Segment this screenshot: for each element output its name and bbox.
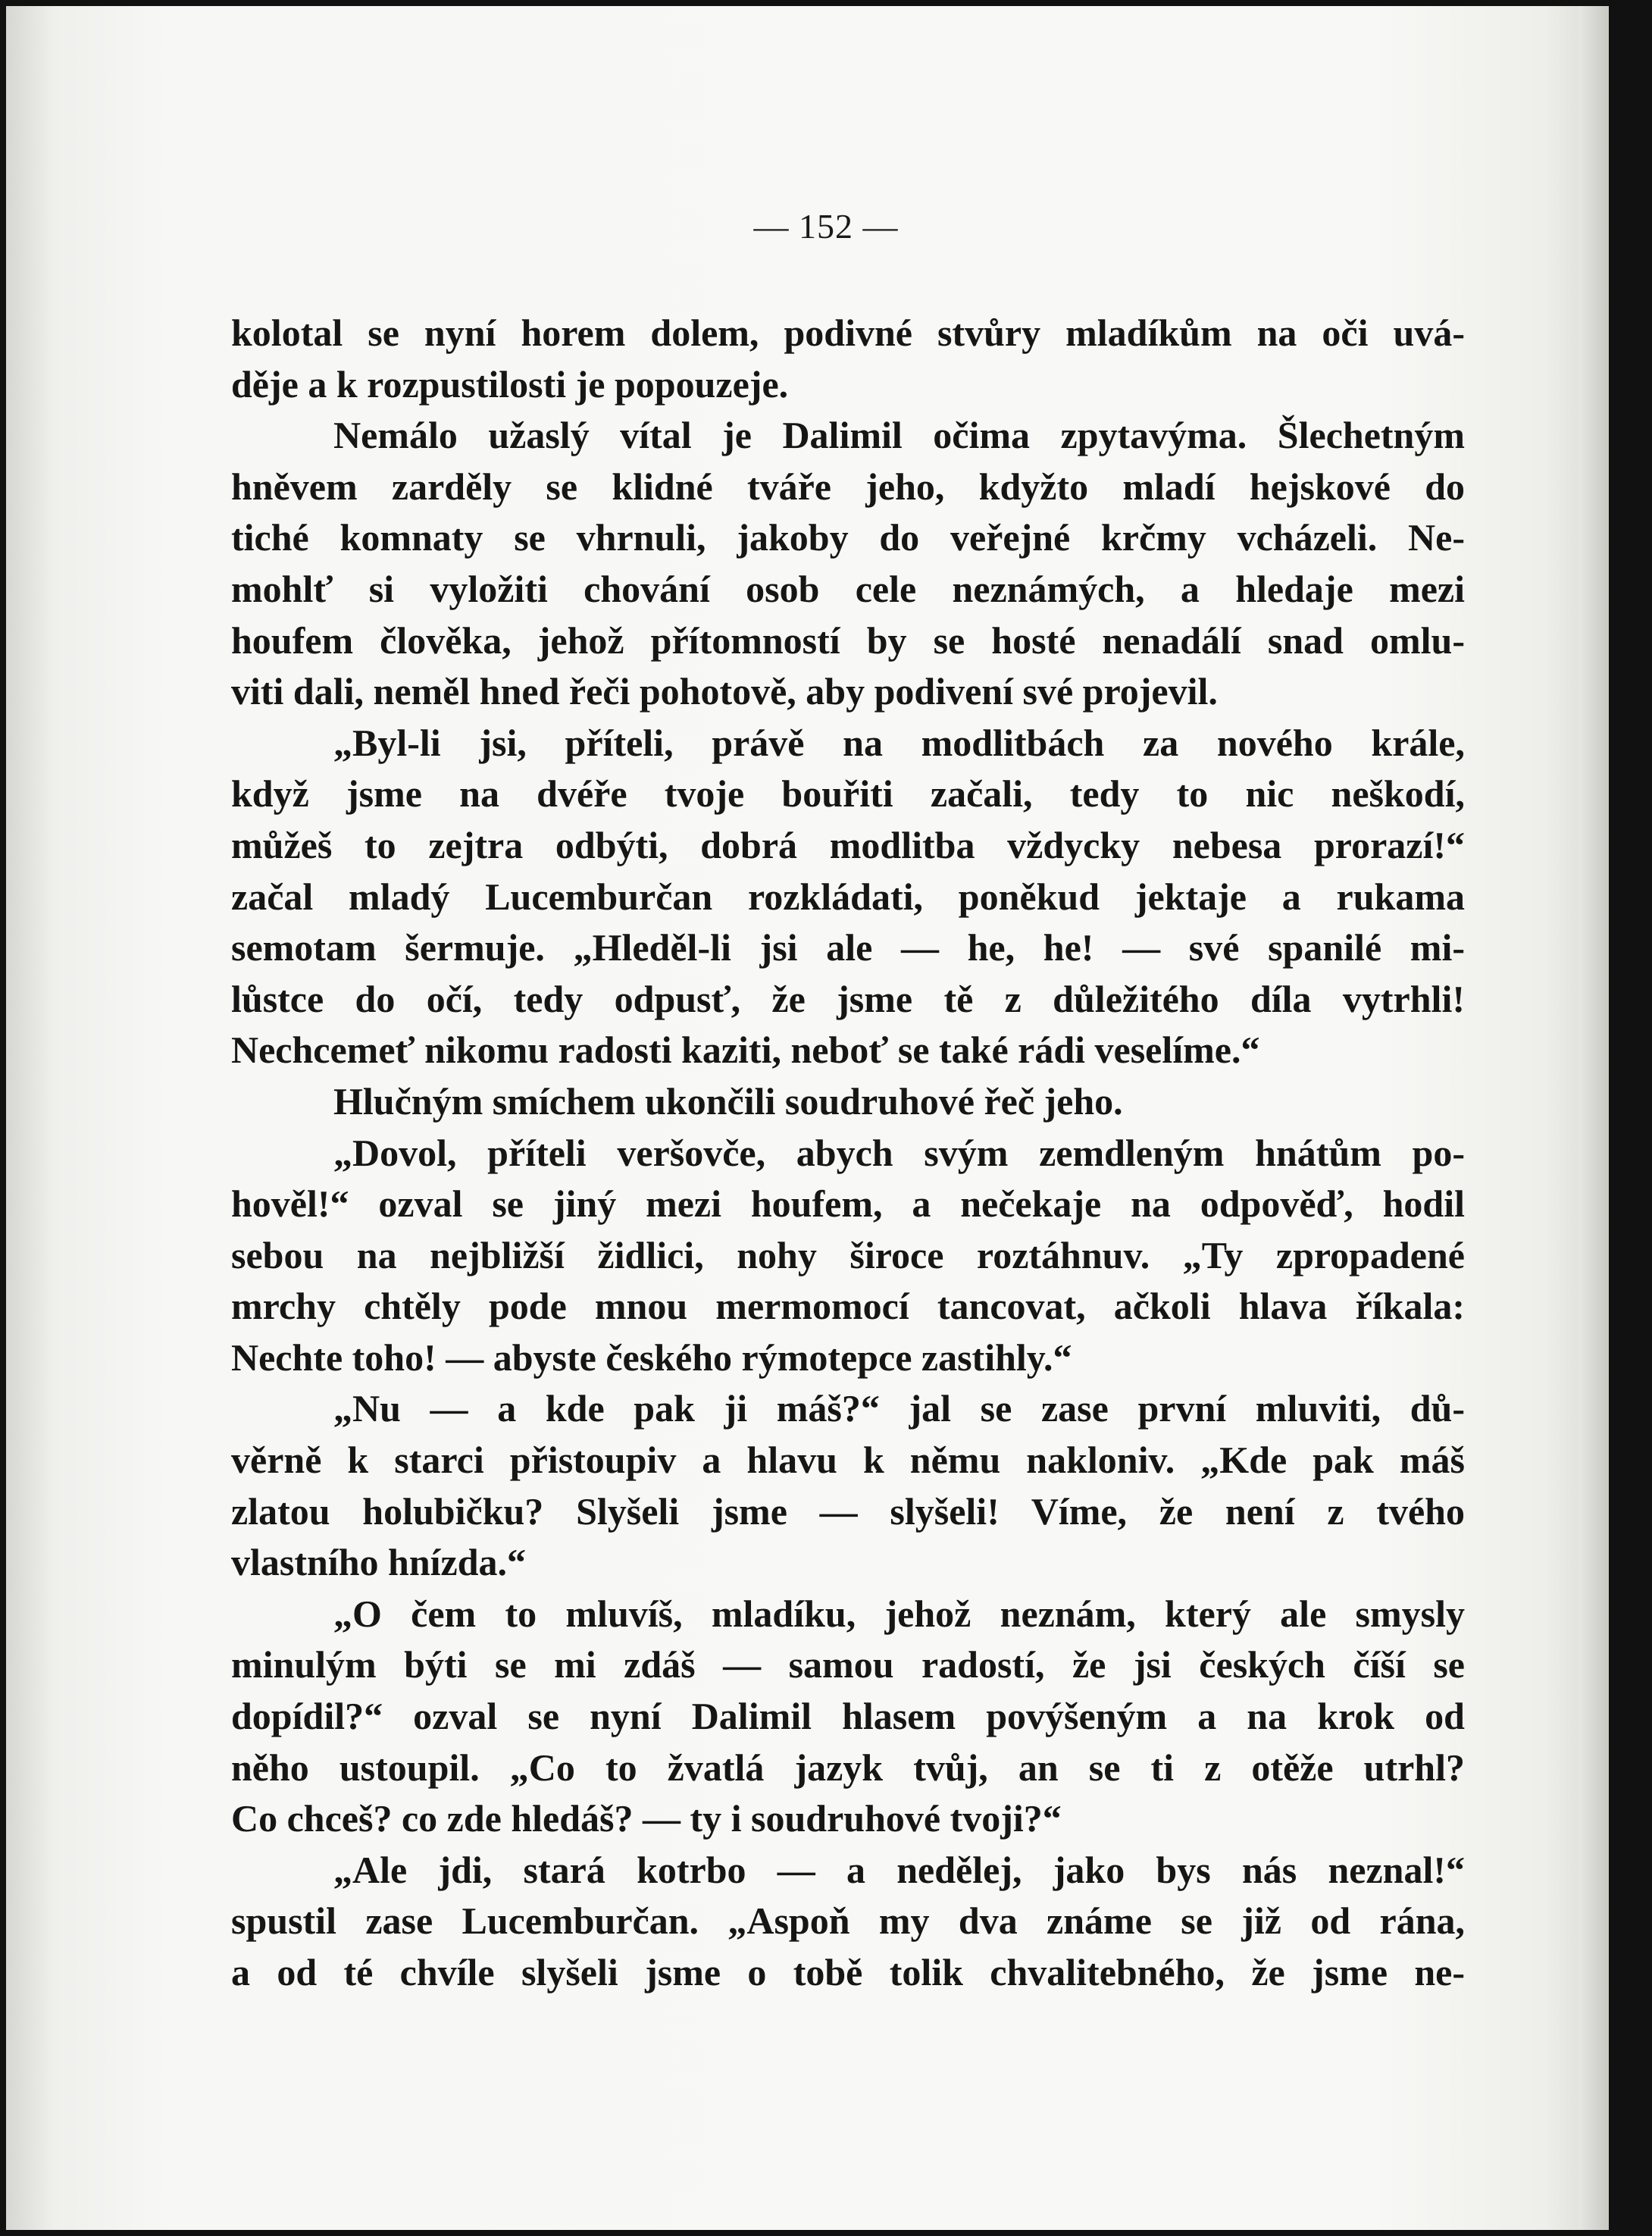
text-line: hověl!“ ozval se jiný mezi houfem, a nečekaje na odpověď, hodil <box>231 1182 1465 1226</box>
text-line: „O čem to mluvíš, mladíku, jehož neznám, který ale smysly <box>333 1592 1465 1635</box>
text-line: Co chceš? co zde hledáš? — ty i soudruhové tvoji?“ <box>231 1797 1062 1840</box>
text-line: věrně k starci přistoupiv a hlavu k němu nakloniv. „Kde pak máš <box>231 1439 1465 1482</box>
page-number: — 152 — <box>753 207 899 246</box>
text-line: „Byl-li jsi, příteli, právě na modlitbách za nového krále, <box>333 721 1465 764</box>
text-line: tiché komnaty se vhrnuli, jakoby do veřejné krčmy vcházeli. Ne- <box>231 516 1465 559</box>
text-line: lůstce do očí, tedy odpusť, že jsme tě z důležitého díla vytrhli! <box>231 977 1465 1020</box>
text-line: začal mladý Lucemburčan rozkládati, poněkud jektaje a rukama <box>231 875 1465 918</box>
text-line: „Dovol, příteli veršovče, abych svým zemdleným hnátům po- <box>333 1131 1465 1174</box>
text-line: Hlučným smíchem ukončili soudruhové řeč jeho. <box>333 1079 1123 1123</box>
text-line: zlatou holubičku? Slyšeli jsme — slyšeli! Víme, že není z tvého <box>231 1489 1465 1533</box>
text-line: „Nu — a kde pak ji máš?“ jal se zase první mluviti, dů- <box>333 1387 1465 1430</box>
text-line: něho ustoupil. „Co to žvatlá jazyk tvůj, an se ti z otěže utrhl? <box>231 1746 1465 1789</box>
text-line: kolotal se nyní horem dolem, podivné stvůry mladíkům na oči uvá- <box>231 312 1465 354</box>
text-line: když jsme na dvéře tvoje bouřiti začali, tedy to nic neškodí, <box>231 772 1465 816</box>
text-line: a od té chvíle slyšeli jsme o tobě tolik chvalitebného, že jsme ne- <box>231 1951 1465 1993</box>
text-line: spustil zase Lucemburčan. „Aspoň my dva známe se již od rána, <box>231 1899 1465 1943</box>
text-line: vlastního hnízda.“ <box>231 1541 527 1584</box>
text-line: semotam šermuje. „Hleděl-li jsi ale — he, he! — své spanilé mi- <box>231 926 1465 969</box>
text-line: mohlť si vyložiti chování osob cele neznámých, a hledaje mezi <box>231 567 1465 610</box>
text-line: Nechte toho! — abyste českého rýmotepce zastihly.“ <box>231 1336 1072 1379</box>
text-line: houfem člověka, jehož přítomností by se hosté nenadálí snad omlu- <box>231 619 1465 662</box>
text-line: Nechcemeť nikomu radosti kaziti, neboť se také rádi veselíme.“ <box>231 1029 1260 1072</box>
text-line: viti dali, neměl hned řeči pohotově, aby podivení své projevil. <box>231 670 1218 713</box>
text-line: minulým býti se mi zdáš — samou radostí, že jsi českých číší se <box>231 1643 1465 1686</box>
text-line: mrchy chtěly pode mnou mermomocí tancovat, ačkoli hlava říkala: <box>231 1285 1465 1328</box>
text-line: sebou na nejbližší židlici, nohy široce roztáhnuv. „Ty zpropadené <box>231 1233 1465 1276</box>
page-edge-shadow <box>1578 6 1609 2230</box>
text-line: Nemálo užaslý vítal je Dalimil očima zpytavýma. Šlechetným <box>333 414 1465 457</box>
text-line: „Ale jdi, stará kotrbo — a nedělej, jako bys nás neznal!“ <box>333 1848 1465 1891</box>
text-line: hněvem zarděly se klidné tváře jeho, kdyžto mladí hejskové do <box>231 465 1465 508</box>
text-line: dopídil?“ ozval se nyní Dalimil hlasem povýšeným a na krok od <box>231 1695 1465 1738</box>
text-line: můžeš to zejtra odbýti, dobrá modlitba vždycky nebesa prorazí!“ <box>231 823 1465 866</box>
text-line: děje a k rozpustilosti je popouzeje. <box>231 362 789 406</box>
body-text <box>231 308 1465 1999</box>
